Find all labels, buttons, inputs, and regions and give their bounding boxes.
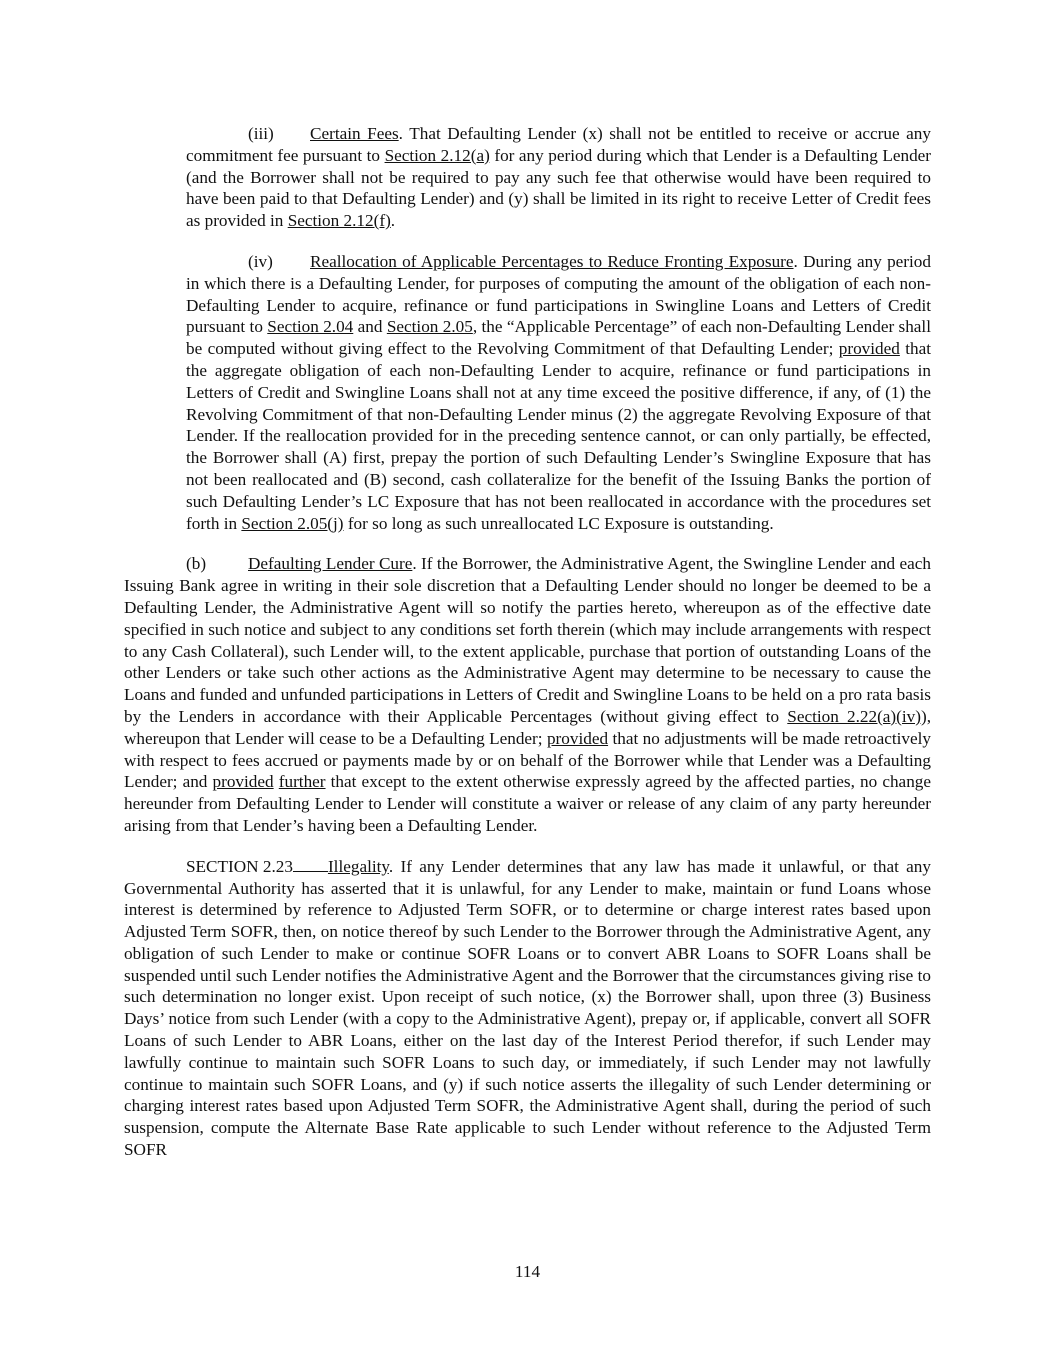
proviso-term: further: [278, 772, 326, 792]
paragraph-text: . That Defaulting Lender (x) shall not be entitled to receive or accrue any commitment fee pursuant to: [186, 124, 931, 165]
section-reference: Section 2.12(a): [384, 145, 490, 165]
paragraph-iii-certain-fees: [186, 123, 931, 232]
clause-marker: (iii): [248, 124, 274, 143]
paragraph-text: for any period during which that Lender is a Defaulting Lender (and the Borrower shall not be required to pay any such fee that otherwise would have been required to have been paid to that Defaulting Lender) and (y) shall be limited in its right to receive Letter of Credit fees as provided in: [186, 145, 932, 231]
section-reference: Section 2.22(a)(iv): [787, 706, 921, 726]
paragraph-iv-reallocation: [186, 251, 931, 534]
section-reference: Section 2.04: [267, 317, 354, 337]
section-number: SECTION 2.23: [186, 856, 293, 876]
section-heading: Illegality: [327, 856, 389, 876]
paragraph-text: ), whereupon that Lender will cease to be a Defaulting Lender;: [124, 706, 932, 748]
proviso-term: provided: [212, 772, 274, 792]
clause-marker: (iv): [248, 251, 273, 271]
paragraph-b-defaulting-lender-cure: [124, 553, 931, 836]
section-2-23-illegality: [124, 856, 931, 1161]
paragraph-text: . If the Borrower, the Administrative Agent, the Swingline Lender and each Issuing Bank agree in writing in their sole discretion that a Defaulting Lender should no longer be deemed to be a Defaulting Lender, the Administrative Agent will so notify the parties hereto, whereupon as of the effective date specified in such notice and subject to any conditions set forth therein (which may include arrangements with respect to any Cash Collateral), such Lender will, to the extent applicable, purchase that portion of outstanding Loans of the other Lenders or take such other actions as the Administrative Agent may determine to be necessary to cause the Loans and funded and unfunded participations in Letters of Credit and Swingline Loans to be held on a pro rata basis by the Lenders in accordance with their Applicable Percentages (without giving effect to: [124, 554, 932, 726]
proviso-term: provided: [838, 339, 900, 359]
page-number: 114: [514, 1262, 541, 1281]
paragraph-text: , the “Applicable Percentage” of each non-Defaulting Lender shall be computed without giving effect to the Revolving Commitment of that Defaulting Lender;: [186, 317, 931, 359]
paragraph-text: .: [390, 211, 396, 231]
clause-heading: Defaulting Lender Cure: [248, 554, 413, 574]
paragraph-text: . If any Lender determines that any law has made it unlawful, or that any Governmental Authority has asserted that it is unlawful, for any Lender to make, maintain or fund Loans whose interest is determined by reference to Adjusted Term SOFR, or to determine or charge interest rates based upon Adjusted Term SOFR, then, on notice thereof by such Lender to the Borrower through the Administrative Agent, any obligation of such Lender to make or continue SOFR Loans or to convert ABR Loans to SOFR Loans shall be suspended until such Lender notifies the Administrative Agent and the Borrower that the circumstances giving rise to such determination no longer exist. Upon receipt of such notice, (x) the Borrower shall, upon three (3) Business Days’ notice from such Lender (with a copy to the Administrative Agent), prepay or, if applicable, convert all SOFR Loans of such Lender to ABR Loans, either on the last day of the Interest Period therefor, if such Lender may lawfully continue to maintain such SOFR Loans to such day, or immediately, if such Lender may not lawfully continue to maintain such SOFR Loans, and (y) if such notice asserts the illegality of such Lender determining or charging interest rates based upon Adjusted Term SOFR, the Administrative Agent shall, during the period of such suspension, compute the Alternate Base Rate applicable to such Lender without reference to the Adjusted Term SOFR: [124, 856, 931, 1160]
proviso-term: provided: [546, 728, 609, 748]
section-reference: Section 2.05(j): [241, 513, 344, 533]
section-tab-rule: [293, 856, 328, 872]
clause-marker: (b): [186, 554, 207, 574]
document-page: [124, 123, 931, 1180]
paragraph-text: for so long as such unreallocated LC Exposure is outstanding.: [343, 513, 774, 533]
clause-heading: Certain Fees: [310, 124, 399, 143]
paragraph-text: and: [353, 317, 387, 337]
paragraph-text: that no adjustments will be made retroactively with respect to fees accrued or payments made by or on behalf of the Borrower while that Lender was a Defaulting Lender; and: [124, 728, 931, 792]
paragraph-text: that except to the extent otherwise expressly agreed by the affected parties, no change hereunder from Defaulting Lender to Lender will constitute a waiver or release of any claim of any party hereunder arising from that Lender’s having been a Defaulting Lender.: [124, 772, 932, 835]
paragraph-text: that the aggregate obligation of each non-Defaulting Lender to acquire, refinance or fund participations in Letters of Credit and Swingline Loans shall not at any time exceed the positive difference, if any, of (1) the Revolving Commitment of that non-Defaulting Lender minus (2) the aggregate Revolving Exposure of that Lender. If the reallocation provided for in the preceding sentence cannot, or can only partially, be effected, the Borrower shall (A) first, prepay the portion of such Defaulting Lender’s Swingline Exposure that has not been reallocated and (B) second, cash collateralize for the benefit of the Issuing Banks the portion of such Defaulting Lender’s LC Exposure that has not been reallocated in accordance with the procedures set forth in: [186, 339, 931, 533]
section-reference: Section 2.12(f): [287, 211, 391, 231]
clause-heading: Reallocation of Applicable Percentages to Reduce Fronting Exposure: [310, 251, 794, 271]
paragraph-text: . During any period in which there is a Defaulting Lender, for purposes of computing the amount of the obligation of each non-Defaulting Lender to acquire, refinance or fund participations in Swingline Loans and Letters of Credit pursuant to: [186, 251, 931, 337]
section-reference: Section 2.05: [386, 317, 473, 337]
